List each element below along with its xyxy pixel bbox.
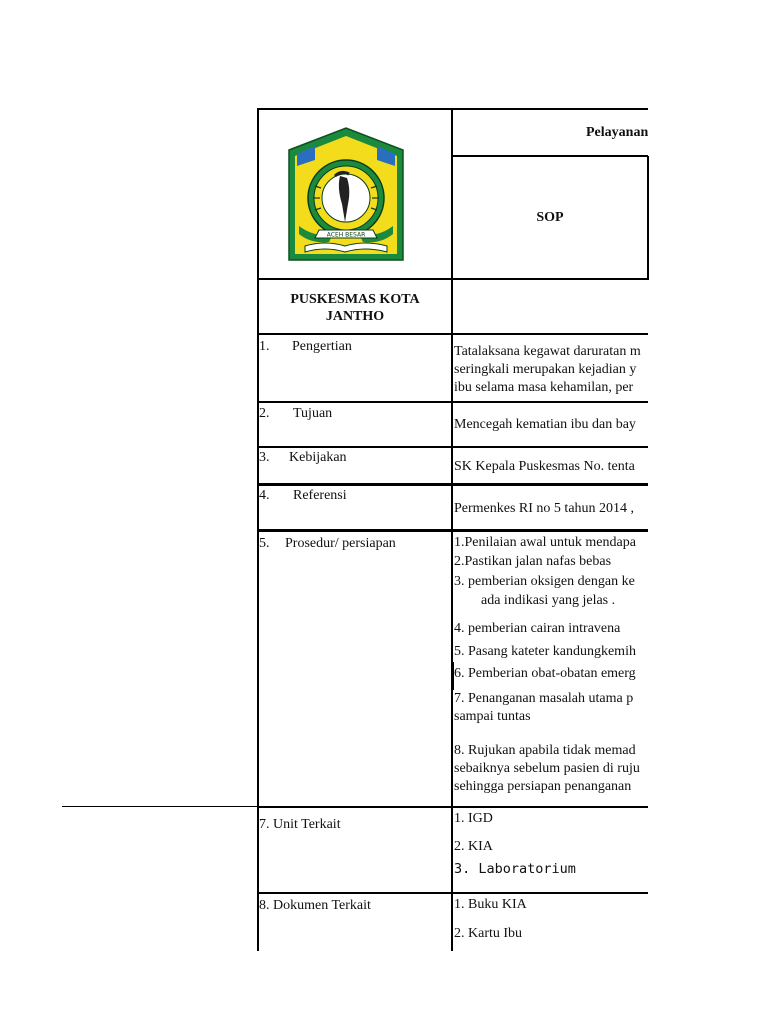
- prosedur-step-6: 6. Pemberian obat-obatan emerg: [454, 666, 636, 681]
- puskesmas-name-line2: JANTHO: [325, 309, 385, 324]
- dokumen-item-1: 1. Buku KIA: [454, 897, 527, 912]
- prosedur-step-7a: 7. Penanganan masalah utama p: [454, 691, 634, 706]
- table-top-border: [257, 108, 648, 110]
- unit-item-1: 1. IGD: [454, 811, 493, 826]
- prosedur-step-2: 2.Pastikan jalan nafas bebas: [454, 554, 612, 569]
- kebijakan-text: SK Kepala Puskesmas No. tenta: [454, 459, 635, 474]
- referensi-text: Permenkes RI no 5 tahun 2014 ,: [454, 501, 635, 516]
- sop-cell-right-border: [647, 156, 649, 280]
- referensi-num: 4.: [259, 488, 270, 503]
- pengertian-line-3: ibu selama masa kehamilan, per: [454, 380, 634, 395]
- name-row-divider: [257, 333, 648, 335]
- prosedur-step-5: 5. Pasang kateter kandungkemih: [454, 644, 636, 659]
- pengertian-line-2: seringkali merupakan kejadian y: [454, 362, 637, 377]
- sop-label: SOP: [536, 210, 564, 225]
- kebijakan-label: Kebijakan: [289, 450, 347, 465]
- aceh-besar-crest-icon: [285, 126, 407, 262]
- tujuan-num: 2.: [259, 406, 270, 421]
- pengertian-num: 1.: [259, 339, 270, 354]
- unit-item-2: 2. KIA: [454, 839, 493, 854]
- unit-item-3: 3. Laboratorium: [454, 861, 576, 877]
- prosedur-label: Prosedur/ persiapan: [285, 536, 396, 551]
- header-row-divider: [257, 278, 648, 280]
- prosedur-step-8b: sebaiknya sebelum pasien di ruju: [454, 761, 640, 776]
- unit-terkait-label: 7. Unit Terkait: [259, 817, 341, 832]
- referensi-label: Referensi: [293, 488, 347, 503]
- prosedur-step-7b: sampai tuntas: [454, 709, 531, 724]
- page-separator-line: [62, 806, 257, 807]
- pengertian-row-divider: [257, 401, 648, 403]
- scan-mark: [452, 532, 453, 610]
- tujuan-text: Mencegah kematian ibu dan bay: [454, 417, 636, 432]
- prosedur-step-1: 1.Penilaian awal untuk mendapa: [454, 535, 636, 550]
- service-title-bottom-border: [452, 155, 648, 157]
- service-title: Pelayanan: [586, 125, 648, 140]
- prosedur-step-8a: 8. Rujukan apabila tidak memad: [454, 743, 636, 758]
- prosedur-step-3a: 3. pemberian oksigen dengan ke: [454, 574, 635, 589]
- svg-text:ACEH BESAR: ACEH BESAR: [326, 231, 366, 239]
- prosedur-step-8c: sehingga persiapan penanganan: [454, 779, 632, 794]
- prosedur-step-3b: ada indikasi yang jelas .: [481, 593, 616, 608]
- prosedur-step-4: 4. pemberian cairan intravena: [454, 621, 621, 636]
- dokumen-terkait-label: 8. Dokumen Terkait: [259, 898, 371, 913]
- pengertian-label: Pengertian: [292, 339, 352, 354]
- prosedur-num: 5.: [259, 536, 270, 551]
- kebijakan-num: 3.: [259, 450, 270, 465]
- dokumen-item-2: 2. Kartu Ibu: [454, 926, 523, 941]
- tujuan-label: Tujuan: [293, 406, 333, 421]
- puskesmas-name-line1: PUSKESMAS KOTA: [290, 292, 420, 307]
- pengertian-line-1: Tatalaksana kegawat daruratan m: [454, 344, 641, 359]
